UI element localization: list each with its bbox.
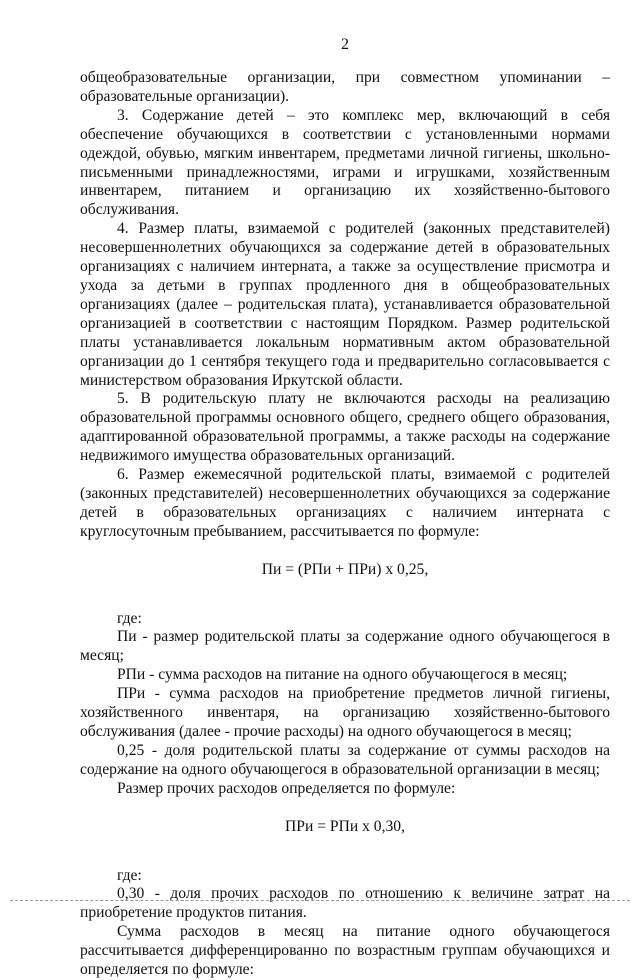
definition-pri: ПРи - сумма расходов на приобретение предметов личной гигиены, хозяйственного инвентаря, на организацию хозяйственно-бытового обслуживания (далее - прочие расходы) на одного обучающегося в месяц; — [80, 685, 610, 740]
paragraph-4: 4. Размер платы, взимаемой с родителей (законных представителей) несовершеннолетних обучающихся за содержание детей в образовательных организациях с наличием интерната, а также за осуществление присмотра и ухода за детьми в группах продленного дня в общеобразовательных организациях (далее – родительская плата), устанавливается образовательной организацией в соответствии с настоящим Порядком. Размер родительской платы устанавливается локальным нормативным актом образовательной организации до 1 сентября текущего года и предварительно согласовывается с министерством образования Иркутской области. — [80, 220, 610, 389]
where-label: где: — [117, 609, 142, 627]
paragraph-other-expenses: Размер прочих расходов определяется по формуле: — [117, 779, 456, 797]
page-number: 2 — [341, 36, 349, 53]
where-label: где: — [117, 866, 142, 884]
paragraph-3: 3. Содержание детей – это комплекс мер, включающий в себя обеспечение обучающихся в соответствии с установленными нормами одеждой, обувью, мягким инвентарем, предметами личной гигиены, школьно-письменными принадлежностями, играми и игрушками, хозяйственным инвентарем, питанием и организацию их хозяйственно-бытового обслуживания. — [80, 106, 610, 219]
page-bottom-rule — [10, 900, 630, 901]
formula-other-expenses: ПРи = РПи х 0,30, — [285, 817, 405, 835]
paragraph-continuation: общеобразовательные организации, при совместном упоминании – образовательные организации). — [80, 69, 610, 105]
paragraph-5: 5. В родительскую плату не включаются расходы на реализацию образовательной программы основного общего, среднего общего образования, адаптированной образовательной программы, а также расходы на содержание недвижимого имущества образовательных организаций. — [80, 390, 610, 465]
spacer — [80, 799, 610, 818]
paragraph-6: 6. Размер ежемесячной родительской платы, взимаемой с родителей (законных представителей) несовершеннолетних обучающихся за содержание детей в образовательных организациях с наличием интерната с круглосуточным пребыванием, рассчитывается по формуле: — [80, 466, 610, 540]
definition-rpi: РПи - сумма расходов на питание на одного обучающегося в месяц; — [117, 666, 568, 684]
definition-coefficient-025: 0,25 - доля родительской платы за содержание от суммы расходов на содержание на одного обучающегося в образовательной организации в месяц; — [80, 741, 610, 778]
definition-coefficient-030: 0,30 - доля прочих расходов по отношению к величине затрат на приобретение продуктов питания. — [80, 885, 610, 922]
document-body — [80, 69, 610, 980]
spacer — [80, 837, 610, 867]
spacer — [80, 580, 610, 610]
definition-pi: Пи - размер родительской платы за содержание одного обучающегося в месяц; — [80, 628, 610, 665]
formula-parent-fee: Пи = (РПи + ПРи) х 0,25, — [261, 560, 429, 578]
spacer — [80, 542, 610, 561]
paragraph-food-expenses: Сумма расходов в месяц на питание одного обучающегося рассчитывается дифференцированно по возрастным группам обучающихся и определяется по формуле: — [80, 923, 610, 979]
document-page — [80, 0, 610, 979]
